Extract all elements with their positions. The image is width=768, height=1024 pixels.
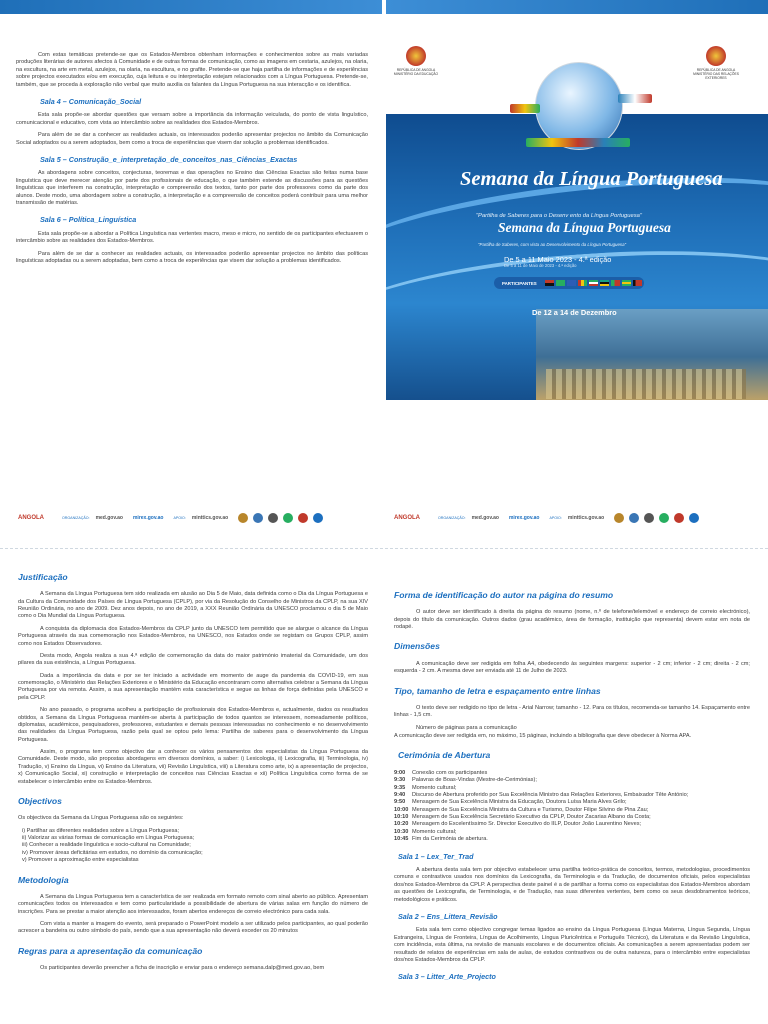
justificacao-p6: Assim, o programa tem como objectivo dar a conhecer os vários pensamentos dos especialistas da Língua Portuguesa da Comunidade. Deste modo, são propostas abordagens em diversos domínios, a saber: i) Lexicologia, ii) Lexicografia, iii) Terminologia, iv) Tradução, v) Ensino da Língua, vi) Ensino da Literatura, vii) Revisão Linguística, viii) a Literatura como arte, ix) a apresentação de projectos, x) Comunicação Social, xi) construção e interpretação de conceitos nas Ciências Exactas e xii) Política Linguística como forma de se estabelecer o intercâmbio entre os Estados-Membros.: [18, 749, 368, 785]
left-top-panel: [16, 52, 368, 270]
seal-icon: [313, 513, 323, 523]
sala5-paragraph-1: As abordagens sobre conceitos, conjecturas, teoremas e das operações no Ensino das Ciências Exactas são feitas numa base linguística que deve merecer atenção por parte dos profissionais de educação, o que também estende as discussões para as questões linguísticas que interferem na construção, interpretação e compreensão dos textos, tanto por parte dos professores como da parte dos alunos. Deste modo, uma abordagem sobre a construção, a interpretação e a compreensão de conceitos poderá contribuir para uma melhor transmissão de matérias.: [16, 170, 368, 206]
schedule-row: 9:40 Discurso de Abertura proferido por Sua Excelência Ministro das Relações Exteriores, Embaixador Tête António;: [394, 791, 689, 798]
organizacao-label: ORGANIZAÇÃO:: [438, 516, 466, 520]
cover-edition-secondary: De 5 a 11 de Maio de 2023 - 4.ª edição: [504, 263, 577, 268]
justificacao-p2: A conquista da diplomacia dos Estados-Membros da CPLP junto da UNESCO tem permitido que se alargue o alcance da Língua Portuguesa através da sua comemoração nos Estados-Membros, na UNESCO, nos Estados onde se registam os Grupos CPLP, assim como nos Estados Observadores.: [18, 625, 368, 647]
metodologia-heading: Metodologia: [18, 874, 69, 885]
forma-p1: O autor deve ser identificado à direita da página do resumo (nome, n.º de telefone/telemóvel e endereço de correio electrónico), depois do título da comunicação. Outros dados (grau académico, área de formação, instituição que representa) devem estar em nota de rodapé.: [394, 609, 750, 631]
med-logo: med.gov.ao: [471, 515, 499, 521]
seal-icon: [614, 513, 624, 523]
page-divider: [0, 548, 768, 549]
med-logo: med.gov.ao: [95, 515, 123, 521]
schedule-row: 9:00 Conexão com os participantes: [394, 769, 488, 776]
regras-heading: Regras para a apresentação da comunicação: [18, 945, 203, 956]
cover-title-secondary: Semana da Língua Portuguesa: [498, 220, 671, 235]
cover-edition: De 5 a 11 Maio 2023 - 4.ª edição: [504, 255, 612, 264]
sala1-heading: Sala 1 – Lex_Ter_Trad: [398, 851, 474, 861]
city-skyline-image: [536, 309, 768, 400]
cover-dates: De 12 a 14 de Dezembro: [532, 308, 617, 317]
schedule-row: 10:30 Momento cultural;: [394, 828, 457, 835]
schedule-row: 10:45 Fim da Cerimónia de abertura.: [394, 836, 488, 843]
list-item: i) Partilhar as diferentes realidades sobre a Língua Portuguesa;: [22, 827, 180, 834]
cover-title: Semana da Língua Portuguesa: [460, 168, 723, 190]
list-item: iv) Promover áreas deficitárias em estudos, no domínio da comunicação;: [22, 849, 203, 856]
seal-icon: [629, 513, 639, 523]
tipo-p3: A comunicação deve ser redigida em, no máximo, 15 páginas, incluindo a bibliografia que deve obedecer à Norma APA.: [394, 733, 692, 740]
sala6-heading: Sala 6 – Política_Linguística: [40, 215, 137, 225]
tipo-p1: O texto deve ser redigido no tipo de letra - Arial Narrow; tamanho - 12. Para os títulos, recomenda-se tamanho 14. Espaçamento entre linhas - 1,5 cm.: [394, 704, 750, 719]
logo-strip-left: [18, 508, 328, 528]
seal-icon: [674, 513, 684, 523]
sala4-paragraph-2: Para além de se dar a conhecer as realidades actuais, os interessados poderão apresentar projectos no âmbito da Comunicação Social adoptados ou a serem adoptados, bem como a troca de experiências que visem dar solução a problemas identificados.: [16, 132, 368, 146]
flag-guine-bissau-icon: [578, 280, 587, 286]
regras-p1: Os participantes deverão preencher a ficha de inscrição e enviar para o endereço semana.dalp@med.gov.ao, bem: [40, 965, 325, 972]
seal-icon: [659, 513, 669, 523]
seal-icon: [298, 513, 308, 523]
list-item: iii) Conhecer a realidade linguística e socio-cultural na Comunidade;: [22, 842, 191, 849]
left-bottom-panel: [18, 562, 368, 1024]
flag-sao-tome-icon: [622, 280, 631, 286]
list-item: ii) Valorizar as várias formas de comunicação em Língua Portuguesa;: [22, 835, 195, 842]
ceremonia-heading: Cerimónia de Abertura: [398, 750, 491, 761]
flag-guine-equatorial-icon: [589, 280, 598, 286]
sala1-paragraph: A abertura desta sala tem por objectivo estabelecer uma partilha teórico-prática de conceitos, termos, metodologias, procedimentos comuns e contrastivos usados nos domínios da Lexicografia, da Terminologia e da Tradução, de documentos oficiais, pelos especialistas dos/nos Estados-Membros da CPLP. A perspectiva deste painel é a de partilhar a forma como os especialistas dos Estados-Membros abordam as questões de Lexicografia, de Terminologia, e de Tradução, nas suas diferentes vertentes, bem como os seus desdobramentos teóricos, metodológicos e práticos.: [394, 867, 750, 903]
schedule-row: 9:50 Mensagem de Sua Excelência Ministra da Educação, Doutora Luísa Maria Alves Grilo;: [394, 799, 627, 806]
participants-bar: [494, 277, 644, 289]
minttics-logo: minttics.gov.ao: [191, 515, 229, 521]
objectivos-intro: Os objectivos da Semana da Língua Portuguesa são os seguintes:: [18, 815, 184, 822]
objectivos-list: [18, 828, 368, 865]
crest-left-label: REPÚBLICA DE ANGOLA MINISTÉRIO DA EDUCAÇÃO: [393, 68, 439, 76]
participants-label: PARTICIPANTES: [502, 280, 537, 286]
dimensoes-heading: Dimensões: [394, 641, 440, 652]
dimensoes-p1: A comunicação deve ser redigida em folha A4, obedecendo às seguintes margens: superior - 2 cm; inferior - 2 cm; direita - 2 cm; esquerda - 2 cm. A mesma deve ser enviada até 11 de Julho de 2023.: [394, 660, 750, 675]
justificacao-p1: A Semana da Língua Portuguesa tem sido realizada em alusão ao Dia 5 de Maio, data definida como o Dia da Língua Portuguesa e da Cultura da Comunidade dos Países de Língua Portuguesa (CPLP), por via da Resolução do Conselho de Ministros da CPLP, na sua XIV Reunião Ordinária, no ano de 2009. Dez anos depois, no ano de 2019, a XXX Reunião Ordinária da UNESCO proclamou o dia 5 de Maio como o Dia Mundial da Língua Portuguesa.: [18, 591, 368, 620]
tipo-p2: Número de páginas para a comunicação: [416, 724, 517, 731]
justificacao-p4: Dada a importância da data e por se ter iniciado a actividade em momento de auge da pandemia da COVID-19, em sua comemoração, o Ministério das Relações Exteriores e o Ministério da Educação encontraram como alternativa celebrar a Semana da Língua Portuguesa por via remota. Assim, a sua apresentação mantém esta característica e segue as linhas de força definidas pela UNESCO e pela CPLP.: [18, 672, 368, 701]
seal-icon: [253, 513, 263, 523]
list-item: v) Promover a aproximação entre especialistas: [22, 857, 139, 864]
organizacao-label: ORGANIZAÇÃO:: [62, 516, 90, 520]
justificacao-p3: Desta modo, Angola realiza a sua 4.ª edição de comemoração da data do maior património imaterial da Comunidade, um dos pilares da sua existência, a Língua Portuguesa.: [18, 652, 368, 667]
sala3-heading: Sala 3 – Litter_Arte_Projecto: [398, 972, 496, 982]
sala4-heading: Sala 4 – Comunicação_Social: [40, 96, 142, 106]
flag-mocambique-icon: [600, 280, 609, 286]
mirex-logo: mirex.gov.ao: [508, 515, 540, 521]
angola-crest-left: [406, 46, 426, 66]
mirex-logo: mirex.gov.ao: [132, 515, 164, 521]
crest-right-label: REPÚBLICA DE ANGOLA MINISTÉRIO DAS RELAÇÕES EXTERIORES: [693, 68, 739, 80]
minttics-logo: minttics.gov.ao: [567, 515, 605, 521]
apoio-label: APOIO:: [549, 516, 562, 520]
cover-tagline-secondary: "Partilha de Saberes, com vista ao Desenvolvimento da Língua Portuguesa": [478, 242, 627, 247]
flag-ribbon-right: [618, 94, 652, 103]
flag-angola-icon: [545, 280, 554, 286]
seal-icon: [268, 513, 278, 523]
seal-icon: [644, 513, 654, 523]
seal-icon: [689, 513, 699, 523]
sala2-heading: Sala 2 – Ens_Littera_Revisão: [398, 911, 498, 921]
angola-crest-right: [706, 46, 726, 66]
flag-portugal-icon: [611, 280, 620, 286]
schedule-list: [394, 770, 750, 844]
objectivos-heading: Objectivos: [18, 795, 62, 806]
apoio-label: APOIO:: [173, 516, 186, 520]
justificacao-p5: No ano passado, o programa acolheu a participação de profissionais dos Estados-Membros e, actualmente, dados os resultados obtidos, a Semana da Língua Portuguesa mantém-se aberta à participação de todos quantos se interessem, nomeadamente políticos, diplomatas, académicos, pesquisadores, professores, estudantes e demais pessoas interessadas no conhecimento e no desenvolvimento das realidades da Língua Portuguesa, razão pela qual se optou pelo lema: Partilha de saberes para o desenvolvimento da Língua Portuguesa.: [18, 707, 368, 743]
schedule-row: 10:00 Mensagem de Sua Excelência Ministra da Cultura e Turismo, Doutor Filipe Silvino de Pina Zau;: [394, 806, 649, 813]
sala6-paragraph-1: Esta sala propõe-se a abordar a Política Linguística nas vertentes macro, meso e micro, no sentido de os participantes efectuarem o intercâmbio sobre as realidades dos Estados-Membros.: [16, 230, 368, 245]
metodologia-p1: A Semana da Língua Portuguesa tem a característica de ser realizada em formato remoto com sinal aberto ao público. Apresentam comunicações todos os interessados e tem como particularidade a possibilidade de abertura de várias salas em função do número de inscrições. Para se prestar a maior atenção aos interessados, foram abertos endereços de correio electrónico para cada sala.: [18, 893, 368, 915]
top-banner-bar: [0, 0, 768, 14]
angola-logo: ANGOLA: [18, 515, 44, 521]
sala5-heading: Sala 5 – Construção_e_interpretação_de_conceitos_nas_Ciências_Exactas: [40, 154, 298, 164]
schedule-row: 10:10 Mensagem de Sua Excelência Secretário Executivo da CPLP, Doutor Zacarias Albano da Costa;: [394, 814, 651, 820]
flag-ribbon-bottom: [526, 138, 630, 147]
justificacao-heading: Justificação: [18, 572, 68, 582]
cover-panel: [386, 34, 768, 400]
globe-icon: [535, 62, 623, 150]
logo-strip-right: [394, 508, 704, 528]
seal-icon: [238, 513, 248, 523]
sala4-paragraph-1: Esta sala propõe-se abordar questões que versam sobre a importância da informação veiculada, do ponto de vista linguístico, comunicacional e educativo, com vista ao intercâmbio sobre as realidades dos Estados-Membros.: [16, 112, 368, 126]
schedule-row: 9:35 Momento cultural;: [394, 784, 457, 791]
flag-timor-leste-icon: [633, 280, 642, 286]
cover-tagline: "Partilha de Saberes para o Desenv ento da Língua Portuguesa": [476, 213, 642, 219]
flag-ribbon-left: [510, 104, 540, 113]
sala2-paragraph: Esta sala tem como objectivo congregar temas ligados ao ensino da Língua Portuguesa (Língua Materna, Língua Segunda, Língua Estrangeira, Língua de Fronteira, Língua de Acolhimento, Língua Pluricêntrica e Português Técnico), da Literatura e da Revisão Linguística, com incidência, esta última, na revisão de manuais escolares e de documentos oficiais. As comunicações a serem apresentadas podem ser resultado de relatos de experiências em sala de aulas, de estudos contrastivos ou de outra natureza, para o intercâmbio entre especialistas dos/nos Estados-Membros da CPLP.: [394, 927, 750, 963]
forma-heading: Forma de identificação do autor na página do resumo: [394, 590, 614, 600]
schedule-row: 10:20 Mensagem do Excelentíssimo Sr. Director Executivo do IILP, Doutor João Laurentino Neves;: [394, 821, 642, 828]
metodologia-p2: Com vista a manter a imagem do evento, será preparado o PowerPoint modelo a ser utilizado pelos participantes, ao qual poderão acrescer a bandeira ou outro símbolo do país, sendo que a sua apresentação não deverá exceder os 20 minutos: [18, 921, 368, 935]
seal-icon: [283, 513, 293, 523]
angola-logo: ANGOLA: [394, 515, 420, 521]
flag-cabo-verde-icon: [567, 280, 576, 286]
schedule-row: 9:30 Palavras de Boas-Vindas (Mestre-de-Cerimónias);: [394, 777, 537, 784]
intro-paragraph: Com estas temáticas pretende-se que os Estados-Membros obtenham informações e conhecimentos sobre as mais variadas produções literárias de autores afectos à Comunidade e de outras formas de comunicação, como as imagens em cestaria, azulejos, na olaria, na escultura, na arte em metal, azulejos, na olaria, na escultura, e no grafite. Pretende-se que haja partilha de informações e de experiências sobre projectos executados e/ou em execução, cuja leitura e ou interpretação estejam relacionados com a Língua Portuguesa. Pretende-se, também, que se proceda à exploração não verbal que muito auxilia os falantes da Língua Portuguesa na sua interacção e os identifica.: [16, 52, 368, 88]
flag-brazil-icon: [556, 280, 565, 286]
right-bottom-panel: [394, 580, 750, 1024]
sala6-paragraph-2: Para além de se dar a conhecer as realidades actuais, os interessados poderão apresentar projectos no âmbito das políticas linguísticas adoptadas ou a serem adoptadas, bem como a troca de experiências que visem dar solução a problemas identificados.: [16, 250, 368, 264]
tipo-heading: Tipo, tamanho de letra e espaçamento entre linhas: [394, 685, 601, 696]
